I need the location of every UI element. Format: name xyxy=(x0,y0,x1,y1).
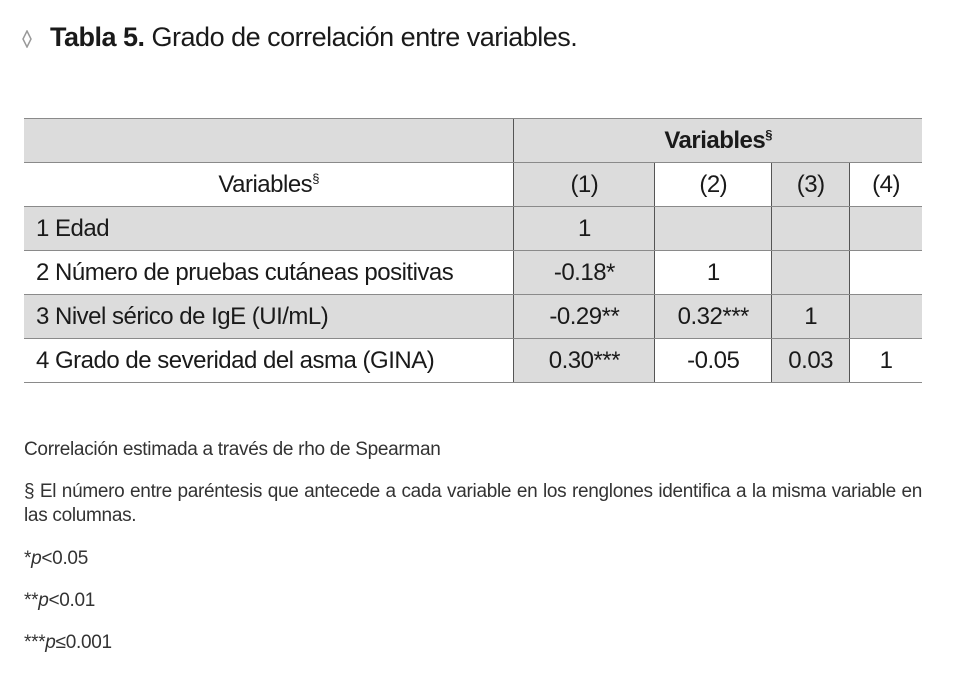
table-cell: -0.05 xyxy=(655,339,772,383)
table-cell: 1 xyxy=(655,251,772,295)
note-significance-3: ***p≤0.001 xyxy=(24,632,112,653)
note-method: Correlación estimada a través de rho de Spearman xyxy=(24,439,441,460)
row-label: 3 Nivel sérico de IgE (UI/mL) xyxy=(24,295,514,339)
table-header-row-top xyxy=(24,119,922,163)
table-header-row-columns xyxy=(24,163,922,207)
note-section: § El número entre paréntesis que antecede a cada variable en los renglones identifica a la misma variable en las columnas. xyxy=(24,481,922,526)
table-cell xyxy=(655,207,772,251)
table-cell: 0.32*** xyxy=(655,295,772,339)
note-significance-1: *p<0.05 xyxy=(24,548,88,569)
table-cell: 0.30*** xyxy=(514,339,655,383)
table-notes xyxy=(24,438,922,673)
column-header: (4) xyxy=(850,163,922,207)
table-cell xyxy=(772,251,850,295)
note-significance-2: **p<0.01 xyxy=(24,590,96,611)
table-title-text: Grado de correlación entre variables. xyxy=(144,22,578,52)
column-header: (2) xyxy=(655,163,772,207)
table-cell xyxy=(850,207,922,251)
table-cell xyxy=(850,251,922,295)
table-cell xyxy=(772,207,850,251)
column-header: (3) xyxy=(772,163,850,207)
title-row xyxy=(22,22,577,53)
row-label: 2 Número de pruebas cutáneas positivas xyxy=(24,251,514,295)
table-row xyxy=(24,251,922,295)
table-title-label: Tabla 5. xyxy=(50,22,145,52)
table-cell: 1 xyxy=(850,339,922,383)
diamond-icon xyxy=(22,30,30,46)
table-cell: -0.18* xyxy=(514,251,655,295)
table-cell xyxy=(850,295,922,339)
table-cell: -0.29** xyxy=(514,295,655,339)
column-header: (1) xyxy=(514,163,655,207)
row-label: 1 Edad xyxy=(24,207,514,251)
table-row xyxy=(24,295,922,339)
row-header-cell: Variables§ xyxy=(24,163,514,207)
table-cell: 1 xyxy=(514,207,655,251)
top-header-cell: Variables§ xyxy=(514,119,922,163)
table-cell: 0.03 xyxy=(772,339,850,383)
table-cell: 1 xyxy=(772,295,850,339)
table-row xyxy=(24,339,922,383)
header-empty-cell xyxy=(24,119,514,163)
correlation-table xyxy=(24,118,922,383)
table-title xyxy=(50,22,577,53)
row-label: 4 Grado de severidad del asma (GINA) xyxy=(24,339,514,383)
table-row xyxy=(24,207,922,251)
